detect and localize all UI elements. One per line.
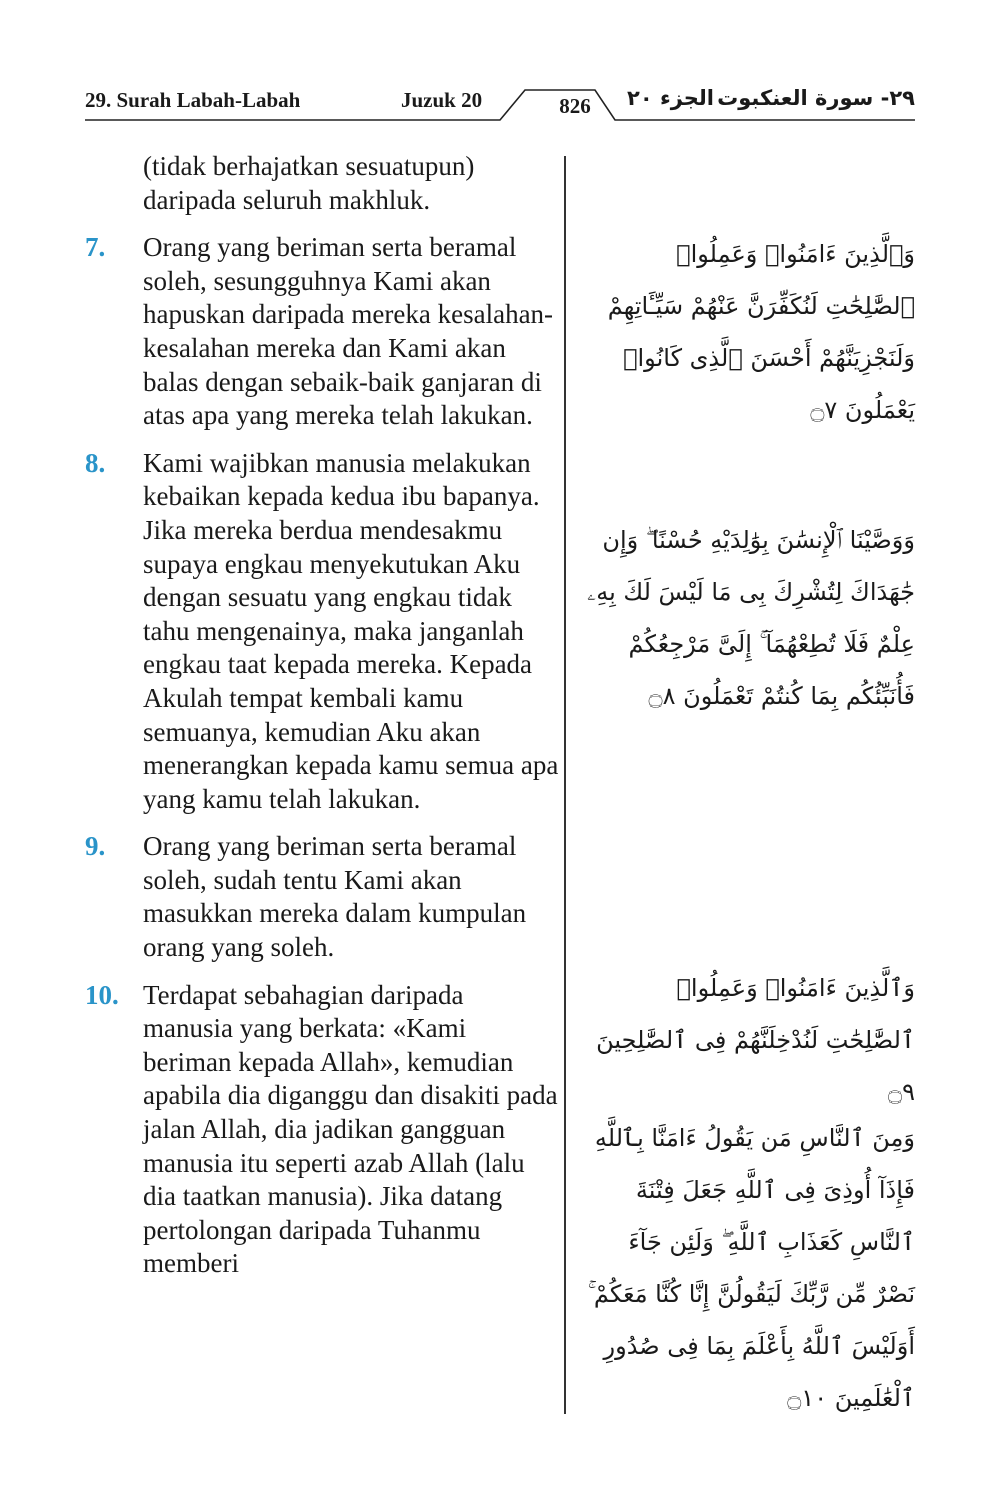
surah-title-latin: 29. Surah Labah-Labah	[85, 88, 301, 112]
verse-9-arabic: وَٱلَّذِينَ ءَامَنُوا۟ وَعَمِلُوا۟ ٱلصَّٰلِحَٰتِ لَنُدْخِلَنَّهُمْ فِى ٱلصَّٰلِحِينَ ۝٩	[596, 974, 915, 1106]
verse-7-translation	[85, 231, 560, 433]
verse-text: Kami wajibkan manusia melakukan kebaikan kepada kedua ibu bapanya. Jika mereka berdua mendesakmu supaya engkau menyekutukan Aku dengan sesuatu yang engkau tidak tahu mengenainya, maka janganlah engkau taat kepada mereka. Kepada Akulah tempat kembali kamu semuanya, kemudian Aku akan menerangkan kepada kamu semua apa yang kamu telah lakukan.	[143, 447, 559, 814]
page-header	[85, 84, 915, 124]
page-number: 826	[559, 94, 591, 118]
verse-number: 7.	[85, 232, 106, 263]
verse-number: 9.	[85, 831, 106, 862]
verse-text: Orang yang beriman serta beramal soleh, sesungguhnya Kami akan hapuskan daripada mereka kesalahan-kesalahan mereka dan Kami akan balas dengan sebaik-baik ganjaran di atas apa yang mereka telah lakukan.	[143, 232, 554, 431]
verse-number: 8.	[85, 447, 106, 478]
juz-label-arabic: الجزء ٢٠	[627, 86, 714, 110]
verse-10-arabic: وَمِنَ ٱلنَّاسِ مَن يَقُولُ ءَامَنَّا بِٱللَّهِ فَإِذَآ أُوذِىَ فِى ٱللَّهِ جَعَلَ فِتْنَةَ ٱلنَّاسِ كَعَذَابِ ٱللَّهِ ۖ وَلَئِن جَآءَ نَصْرٌ مِّن رَّبِّكَ لَيَقُولُنَّ إِنَّا كُنَّا مَعَكُمْ ۚ أَوَلَيْسَ ٱللَّهُ بِأَعْلَمَ بِمَا فِى صُدُورِ ٱلْعَٰلَمِينَ ۝١٠	[587, 1124, 915, 1412]
verse-10-translation	[85, 979, 560, 1281]
verse-text: Orang yang beriman serta beramal soleh, sudah tentu Kami akan masukkan mereka dalam kumpulan orang yang soleh.	[143, 831, 527, 963]
verse-number: 10.	[85, 979, 119, 1010]
juz-label-latin: Juzuk 20	[401, 88, 483, 112]
verse-8-translation	[85, 447, 560, 817]
translation-column	[85, 150, 560, 1295]
column-divider	[564, 156, 566, 1414]
verse-9-translation	[85, 830, 560, 964]
verse-7-arabic: وَٱلَّذِينَ ءَامَنُوا۟ وَعَمِلُوا۟ ٱلصَّٰلِحَٰتِ لَنُكَفِّرَنَّ عَنْهُمْ سَيِّـَٔاتِهِمْ وَلَنَجْزِيَنَّهُمْ أَحْسَنَ ٱلَّذِى كَانُوا۟ يَعْمَلُونَ ۝٧	[607, 240, 915, 424]
verse-8-arabic: وَوَصَّيْنَا ٱلْإِنسَٰنَ بِوَٰلِدَيْهِ حُسْنًا ۖ وَإِن جَٰهَدَاكَ لِتُشْرِكَ بِى مَا لَيْسَ لَكَ بِهِۦ عِلْمٌ فَلَا تُطِعْهُمَآ ۚ إِلَىَّ مَرْجِعُكُمْ فَأُنَبِّئُكُم بِمَا كُنتُمْ تَعْمَلُونَ ۝٨	[587, 526, 915, 710]
surah-title-arabic: ٢٩- سورة العنكبوت	[717, 86, 915, 110]
verse-text: Terdapat sebahagian daripada manusia yang berkata: «Kami beriman kepada Allah», kemudian apabila dia diganggu dan disakiti pada jalan Allah, dia jadikan gangguan manusia itu seperti azab Allah (lalu dia taatkan manusia). Jika datang pertolongan daripada Tuhanmu memberi	[143, 979, 558, 1279]
continued-text: (tidak berhajatkan sesuatupun) daripada seluruh makhluk.	[143, 151, 475, 215]
